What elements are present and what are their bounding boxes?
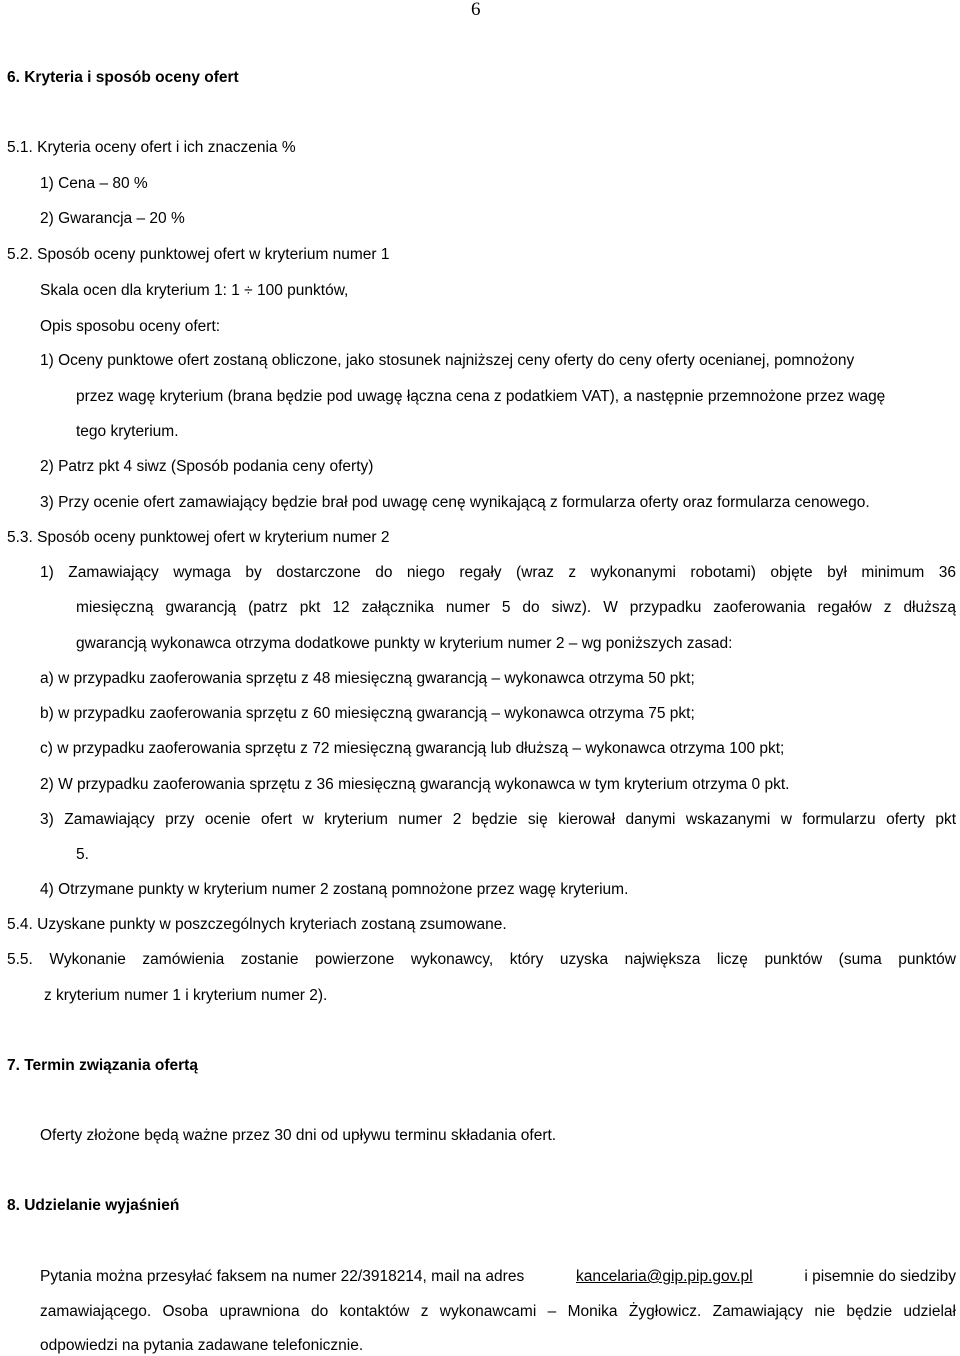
- criterion-price: 1) Cena – 80 %: [40, 175, 148, 192]
- section-8-line1: [40, 1267, 956, 1287]
- section-8-line1-post: i pisemnie do siedziby: [804, 1268, 956, 1285]
- scale-text: Skala ocen dla kryterium 1: 1 ÷ 100 punktów,: [40, 282, 349, 299]
- s53-item1-line3: gwarancją wykonawca otrzyma dodatkowe punkty w kryterium numer 2 – wg poniższych zasad:: [76, 635, 733, 652]
- section-5-1-title: 5.1. Kryteria oceny ofert i ich znaczenia %: [7, 139, 296, 156]
- opis-text: Opis sposobu oceny ofert:: [40, 318, 221, 335]
- section-7-text: Oferty złożone będą ważne przez 30 dni od upływu terminu składania ofert.: [40, 1127, 557, 1144]
- section-8-line1-pre: Pytania można przesyłać faksem na numer 22/3918214, mail na adres: [40, 1268, 525, 1285]
- s53-item1-line2: miesięczną gwarancją (patrz pkt 12 załącznika numer 5 do siwz). W przypadku zaoferowania regałów z dłuższą: [76, 599, 956, 616]
- section-8-line2: zamawiającego. Osoba uprawniona do kontaktów z wykonawcami – Monika Żygłowicz. Zamawiający nie będzie udzielał: [40, 1303, 956, 1320]
- s52-item1-line1: 1) Oceny punktowe ofert zostaną obliczone, jako stosunek najniższej ceny oferty do ceny oferty ocenianej, pomnożony: [40, 352, 855, 369]
- s53-item-b: b) w przypadku zaoferowania sprzętu z 60 miesięczną gwarancją – wykonawca otrzyma 75 pkt;: [40, 705, 695, 722]
- s52-item3: 3) Przy ocenie ofert zamawiający będzie brał pod uwagę cenę wynikającą z formularza oferty oraz formularza cenowego.: [40, 494, 870, 511]
- s53-item1-line1: 1) Zamawiający wymaga by dostarczone do niego regały (wraz z wykonanymi robotami) objęte był minimum 36: [40, 564, 956, 581]
- s52-item1-line2: przez wagę kryterium (brana będzie pod uwagę łączna cena z podatkiem VAT), a następnie przemnożone przez wagę: [76, 388, 886, 405]
- s53-item-c: c) w przypadku zaoferowania sprzętu z 72 miesięczną gwarancją lub dłuższą – wykonawca otrzyma 100 pkt;: [40, 740, 785, 757]
- s53-item3-line2: 5.: [76, 846, 89, 863]
- section-5-2-title: 5.2. Sposób oceny punktowej ofert w kryterium numer 1: [7, 246, 390, 263]
- s53-item3-line1: 3) Zamawiający przy ocenie ofert w kryterium numer 2 będzie się kierował danymi wskazanymi w formularzu oferty pkt: [40, 811, 956, 828]
- section-6-heading: 6. Kryteria i sposób oceny ofert: [7, 69, 239, 86]
- section-5-5-line1: 5.5. Wykonanie zamówienia zostanie powierzone wykonawcy, który uzyska największa liczę punktów (suma punktów: [7, 951, 956, 968]
- section-5-3-title: 5.3. Sposób oceny punktowej ofert w kryterium numer 2: [7, 529, 390, 546]
- s52-item1-line3: tego kryterium.: [76, 423, 179, 440]
- s52-item2: 2) Patrz pkt 4 siwz (Sposób podania ceny oferty): [40, 458, 374, 475]
- section-5-4: 5.4. Uzyskane punkty w poszczególnych kryteriach zostaną zsumowane.: [7, 916, 507, 933]
- section-5-5-line2: z kryterium numer 1 i kryterium numer 2).: [44, 987, 328, 1004]
- section-8-heading: 8. Udzielanie wyjaśnień: [7, 1197, 180, 1214]
- s53-item4: 4) Otrzymane punkty w kryterium numer 2 zostaną pomnożone przez wagę kryterium.: [40, 881, 629, 898]
- section-7-heading: 7. Termin związania ofertą: [7, 1057, 198, 1074]
- section-8-line3: odpowiedzi na pytania zadawane telefonicznie.: [40, 1337, 364, 1354]
- email-link[interactable]: kancelaria@gip.pip.gov.pl: [576, 1268, 753, 1285]
- s53-item2: 2) W przypadku zaoferowania sprzętu z 36 miesięczną gwarancją wykonawca w tym kryterium otrzyma 0 pkt.: [40, 776, 790, 793]
- criterion-warranty: 2) Gwarancja – 20 %: [40, 210, 185, 227]
- s53-item-a: a) w przypadku zaoferowania sprzętu z 48 miesięczną gwarancją – wykonawca otrzyma 50 pkt;: [40, 670, 695, 687]
- page-number: 6: [471, 0, 481, 20]
